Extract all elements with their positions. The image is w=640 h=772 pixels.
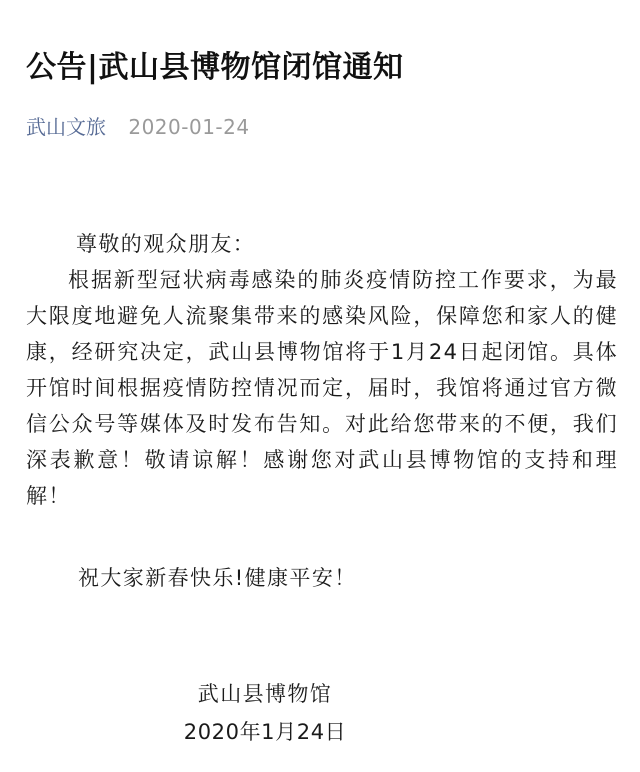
blessing-line: 祝大家新春快乐!健康平安！ [78,566,357,590]
signature-organization: 武山县博物馆 [197,682,333,706]
signature-date: 2020年1月24日 [183,720,347,744]
article-title: 公告|武山县博物馆闭馆通知 [26,50,404,85]
greeting: 尊敬的观众朋友： [76,232,256,256]
article-meta [26,112,250,142]
article-content [26,226,618,514]
account-name-link[interactable]: 武山文旅 [26,115,106,139]
body-paragraph: 根据新型冠状病毒感染的肺炎疫情防控工作要求，为最大限度地避免人流聚集带来的感染风险，保障您和家人的健康，经研究决定，武山县博物馆将于1月24日起闭馆。具体开馆时间根据疫情防控情况而定，届时，我馆将通过官方微信公众号等媒体及时发布告知。对此给您带来的不便，我们深表歉意！敬请谅解！感谢您对武山县博物馆的支持和理解！ [26,268,618,508]
publish-date: 2020-01-24 [128,115,250,139]
